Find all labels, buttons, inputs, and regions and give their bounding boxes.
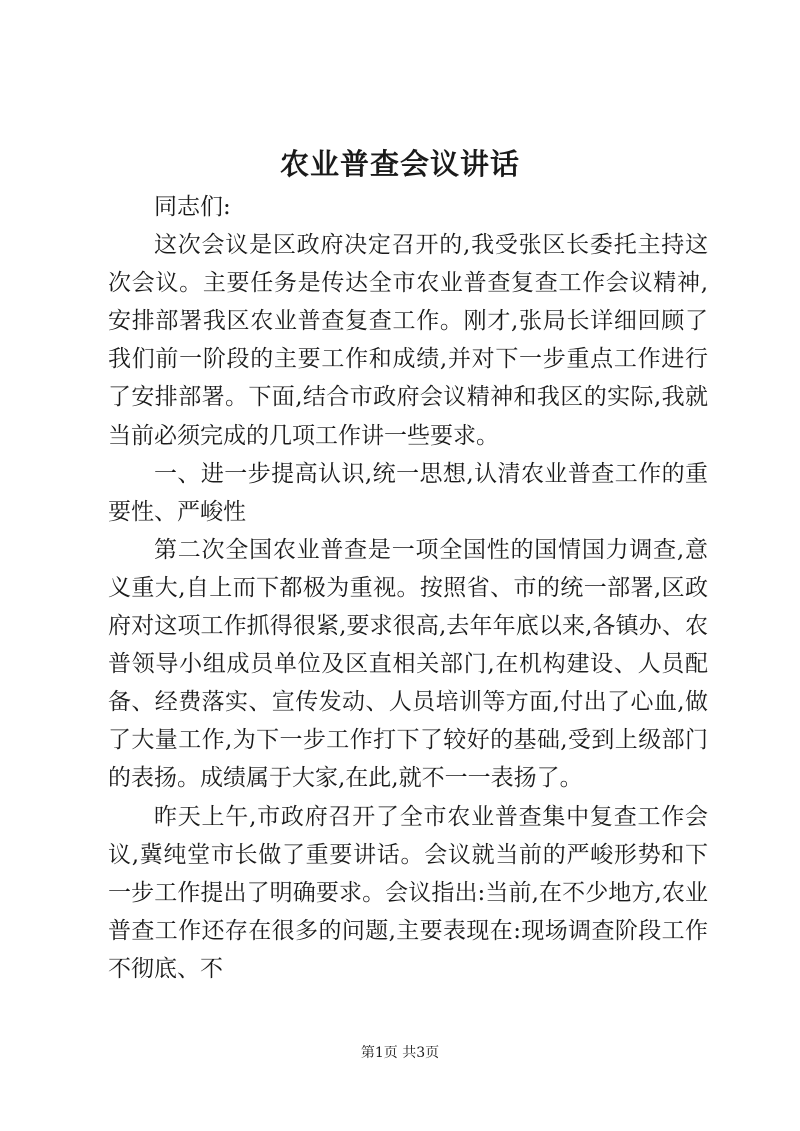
section-heading: 一、进一步提高认识,统一思想,认清农业普查工作的重要性、严峻性 bbox=[108, 460, 708, 525]
document-title: 农业普查会议讲话 bbox=[279, 147, 520, 181]
document-body bbox=[108, 188, 708, 988]
paragraph: 第二次全国农业普查是一项全国性的国情国力调查,意义重大,自上而下都极为重视。按照省、市的统一部署,区政府对这项工作抓得很紧,要求很高,去年年底以来,各镇办、农普领导小组成员单位及区直相关部门,在机构建设、人员配备、经费落实、宣传发动、人员培训等方面,付出了心血,做了大量工作,为下一步工作打下了较好的基础,受到上级部门的表扬。成绩属于大家,在此,就不一一表扬了。 bbox=[108, 536, 708, 792]
salutation: 同志们: bbox=[154, 194, 231, 220]
paragraph: 昨天上午,市政府召开了全市农业普查集中复查工作会议,冀纯堂市长做了重要讲话。会议就当前的严峻形势和下一步工作提出了明确要求。会议指出:当前,在不少地方,农业普查工作还存在很多的问题,主要表现在:现场调查阶段工作不彻底、不 bbox=[108, 803, 708, 982]
paragraph: 这次会议是区政府决定召开的,我受张区长委托主持这次会议。主要任务是传达全市农业普查复查工作会议精神,安排部署我区农业普查复查工作。刚才,张局长详细回顾了我们前一阶段的主要工作和成绩,并对下一步重点工作进行了安排部署。下面,结合市政府会议精神和我区的实际,我就当前必须完成的几项工作讲一些要求。 bbox=[108, 232, 708, 449]
page-footer: 第1页 共3页 bbox=[360, 1045, 440, 1061]
